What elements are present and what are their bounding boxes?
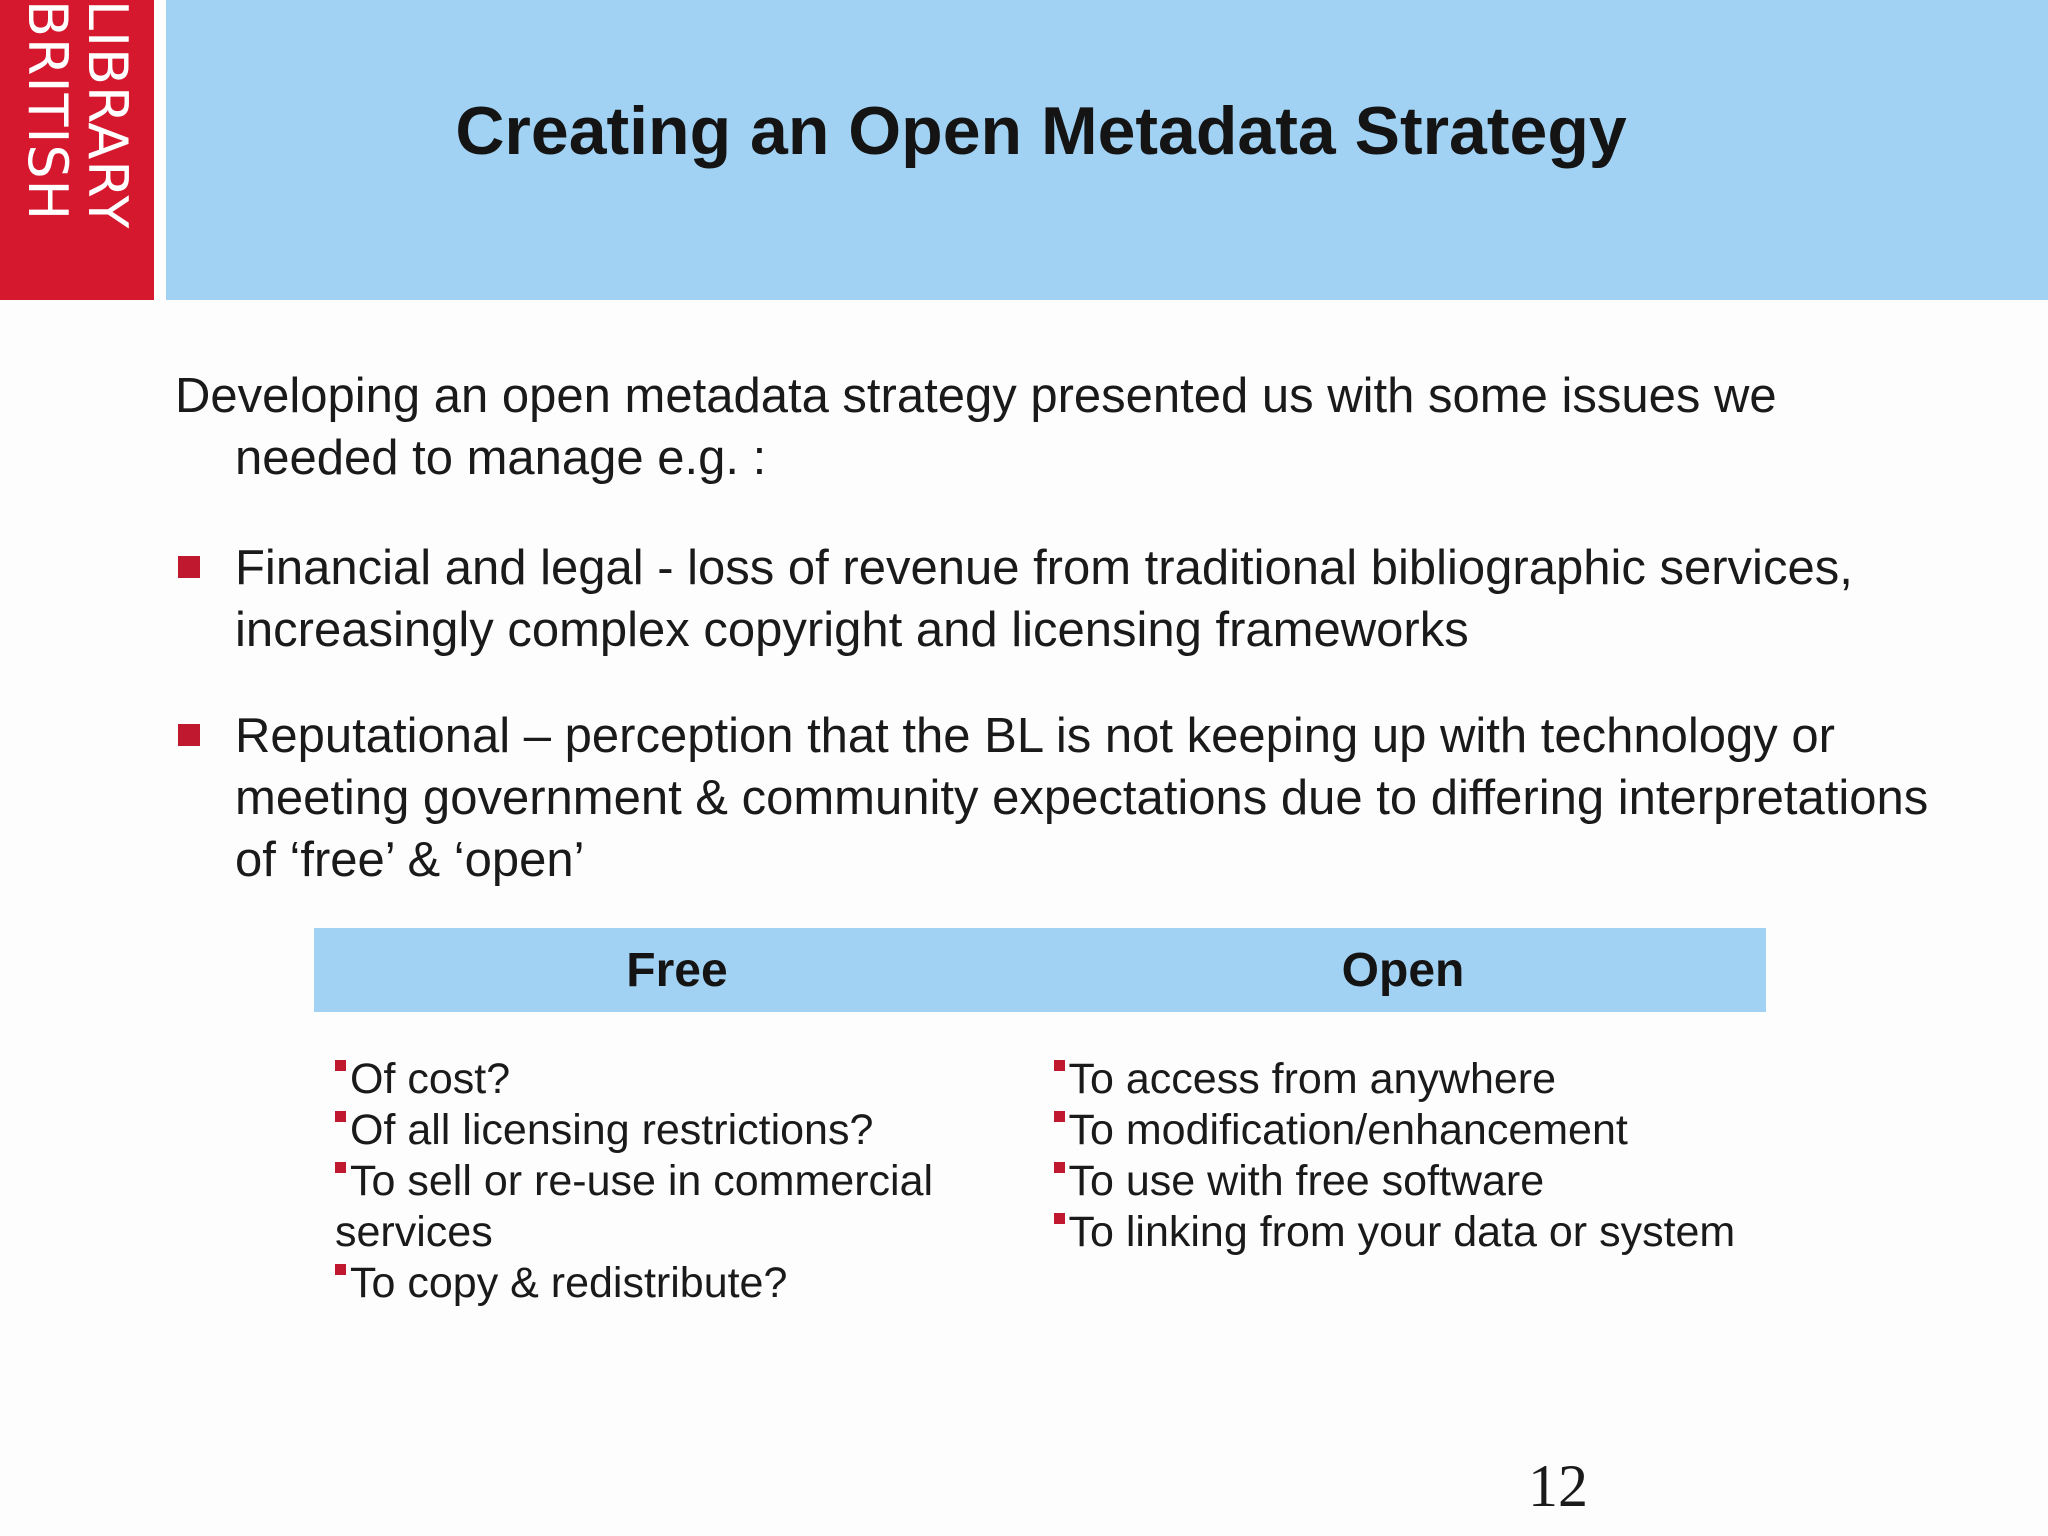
- free-item-text: Of cost?: [350, 1055, 511, 1103]
- square-bullet-icon: [335, 1111, 346, 1122]
- open-item: [1054, 1054, 1767, 1105]
- title-band: [166, 0, 2048, 300]
- open-item-text: To modification/enhancement: [1068, 1106, 1628, 1154]
- header-free: Free: [626, 943, 728, 997]
- square-bullet-icon: [178, 556, 200, 578]
- free-item-text: Of all licensing restrictions?: [350, 1106, 874, 1154]
- free-item: [335, 1105, 1048, 1156]
- header-open: Open: [1341, 943, 1465, 997]
- slide-title: Creating an Open Metadata Strategy: [455, 93, 1627, 169]
- free-item-text: To sell or re-use in commercial services: [335, 1157, 934, 1256]
- open-item: [1054, 1207, 1767, 1258]
- bullet-item-reputational: [175, 705, 1935, 891]
- open-item: [1054, 1156, 1767, 1207]
- comparison-body: [314, 1054, 1766, 1309]
- open-item-text: To linking from your data or system: [1068, 1208, 1736, 1256]
- square-bullet-icon: [1054, 1162, 1065, 1173]
- intro-text: Developing an open metadata strategy presented us with some issues we needed to manage e.g. :: [175, 369, 1777, 485]
- bullet-text: Financial and legal - loss of revenue from traditional bibliographic services, increasingly complex copyright and licensing frameworks: [235, 541, 1853, 657]
- slide-body: [175, 365, 1935, 935]
- square-bullet-icon: [335, 1264, 346, 1275]
- open-item-text: To access from anywhere: [1068, 1055, 1557, 1103]
- square-bullet-icon: [178, 724, 200, 746]
- free-open-comparison-table: [314, 928, 1766, 1309]
- logo-text: [17, 0, 137, 300]
- free-item: [335, 1054, 1048, 1105]
- free-column: [314, 1054, 1048, 1309]
- bullet-text: Reputational – perception that the BL is not keeping up with technology or meeting government & community expectations due to differing interpretations of ‘free’ & ‘open’: [235, 709, 1929, 887]
- logo-line-library: LIBRARY: [76, 0, 139, 230]
- logo-line-british: BRITISH: [16, 0, 79, 222]
- square-bullet-icon: [335, 1162, 346, 1173]
- open-item: [1054, 1105, 1767, 1156]
- square-bullet-icon: [1054, 1213, 1065, 1224]
- open-column: [1048, 1054, 1767, 1309]
- square-bullet-icon: [1054, 1111, 1065, 1122]
- bullet-item-financial: [175, 537, 1935, 661]
- free-item-text: To copy & redistribute?: [350, 1259, 788, 1307]
- british-library-logo: [0, 0, 154, 300]
- comparison-header-row: [314, 928, 1766, 1012]
- square-bullet-icon: [335, 1060, 346, 1071]
- free-item: [335, 1258, 1048, 1309]
- free-item: [335, 1156, 1048, 1258]
- square-bullet-icon: [1054, 1060, 1065, 1071]
- bullet-list: [175, 537, 1935, 891]
- open-item-text: To use with free software: [1068, 1157, 1545, 1205]
- page-number: 12: [1528, 1453, 1588, 1519]
